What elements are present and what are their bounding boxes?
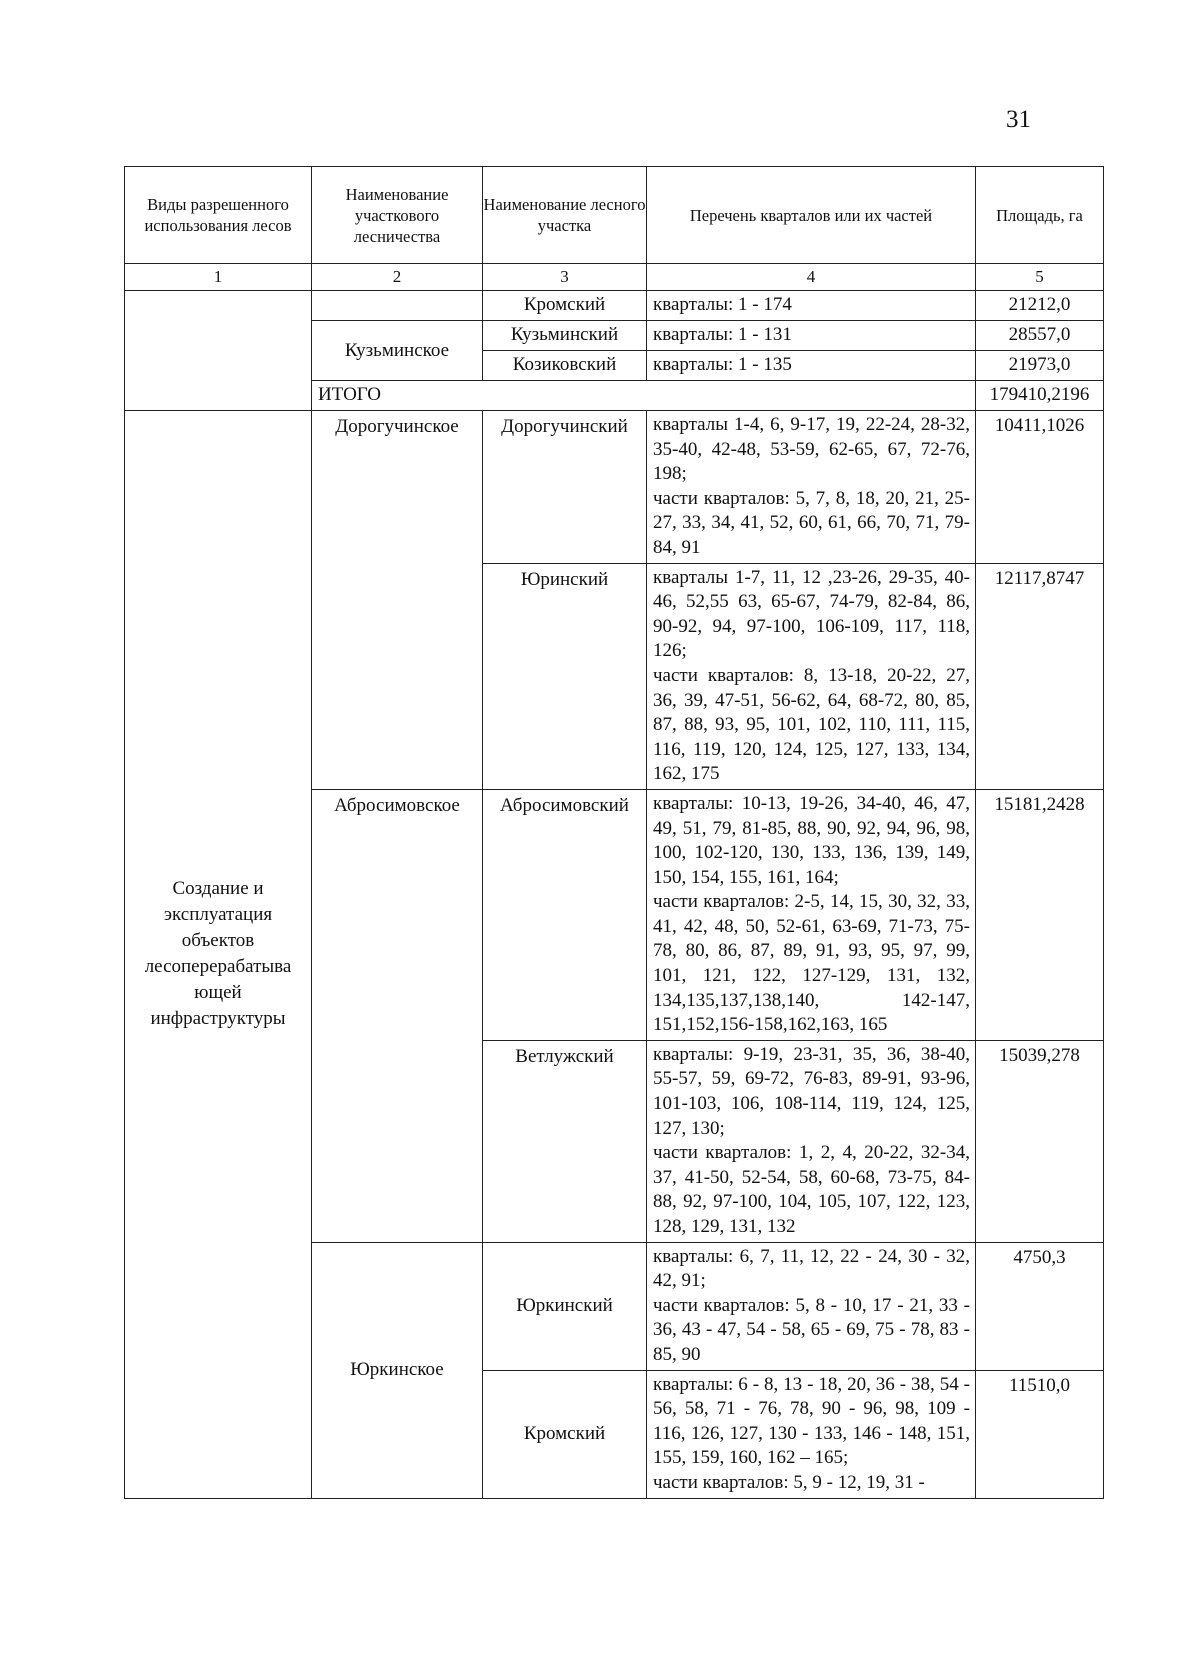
quarters-cell	[647, 1242, 976, 1370]
district-cell-empty	[312, 291, 483, 321]
table-header-row	[125, 167, 1104, 264]
column-number: 3	[483, 264, 647, 291]
quarters-cell	[647, 1040, 976, 1242]
forest-plot-cell: Кромский	[483, 291, 647, 321]
area-cell: 12117,8747	[976, 563, 1104, 789]
district-cell: Дорогучинское	[312, 411, 483, 790]
district-cell: Абросимовское	[312, 789, 483, 1242]
quarters-list: кварталы: 9-19, 23-31, 35, 36, 38-40, 55-57, 59, 69-72, 76-83, 89-91, 93-96, 101-103, 106, 108-114, 119, 124, 125, 127, 130;	[653, 1043, 970, 1139]
column-number: 1	[125, 264, 312, 291]
quarter-parts-list: части кварталов: 8, 13-18, 20-22, 27, 36, 39, 47-51, 56-62, 64, 68-72, 80, 85, 87, 88, 93, 95, 101, 102, 110, 111, 115, 116, 119, 120, 124, 125, 127, 133, 134, 162, 175	[653, 664, 970, 785]
column-number-row	[125, 264, 1104, 291]
area-cell: 21212,0	[976, 291, 1104, 321]
column-number: 5	[976, 264, 1104, 291]
quarters-list: кварталы: 6 - 8, 13 - 18, 20, 36 - 38, 54 - 56, 58, 71 - 76, 78, 90 - 96, 98, 109 - 116, 126, 127, 130 - 133, 146 - 148, 151, 155, 159, 160, 162 – 165;	[653, 1373, 970, 1469]
district-cell: Юркинское	[312, 1242, 483, 1498]
area-cell: 21973,0	[976, 351, 1104, 381]
quarters-cell	[647, 411, 976, 564]
page-number: 31	[1006, 106, 1031, 133]
quarter-parts-list: части кварталов: 2-5, 14, 15, 30, 32, 33, 41, 42, 48, 50, 52-61, 63-69, 71-73, 75-78, 80, 86, 87, 89, 91, 93, 95, 97, 99, 101, 121, 122, 127-129, 131, 132, 134,135,137,138,140, 142-147, 151,152,156-158,162,163, 165	[653, 891, 970, 1036]
quarters-list: кварталы: 10-13, 19-26, 34-40, 46, 47, 49, 51, 79, 81-85, 88, 90, 92, 94, 96, 98, 100, 102-120, 130, 133, 136, 139, 149, 150, 154, 155, 161, 164;	[653, 792, 970, 888]
quarters-cell	[647, 1370, 976, 1498]
table-row	[125, 291, 1104, 321]
total-area: 179410,2196	[976, 381, 1104, 411]
forest-plot-cell: Юркинский	[483, 1242, 647, 1370]
quarters-list: кварталы: 6, 7, 11, 12, 22 - 24, 30 - 32, 42, 91;	[653, 1245, 970, 1292]
header-district: Наименование участкового лесничества	[312, 167, 483, 264]
quarter-parts-list: части кварталов: 5, 7, 8, 18, 20, 21, 25-27, 33, 34, 41, 52, 60, 61, 66, 70, 71, 79-84, 91	[653, 487, 970, 558]
forest-plot-cell: Дорогучинский	[483, 411, 647, 564]
column-number: 2	[312, 264, 483, 291]
district-cell: Кузьминское	[312, 321, 483, 381]
area-cell: 15181,2428	[976, 789, 1104, 1040]
forest-plot-cell: Кромский	[483, 1370, 647, 1498]
column-number: 4	[647, 264, 976, 291]
area-cell: 28557,0	[976, 321, 1104, 351]
header-forest-plot: Наименование лесного участка	[483, 167, 647, 264]
forest-plot-cell: Ветлужский	[483, 1040, 647, 1242]
forest-plot-cell: Кузьминский	[483, 321, 647, 351]
forest-use-table	[124, 166, 1104, 1499]
forest-plot-cell: Юринский	[483, 563, 647, 789]
quarters-list: кварталы 1-7, 11, 12 ,23-26, 29-35, 40-46, 52,55 63, 65-67, 74-79, 82-84, 86, 90-92, 94, 97-100, 106-109, 117, 118, 126;	[653, 566, 970, 662]
use-type-cell-empty	[125, 291, 312, 411]
quarter-parts-list: части кварталов: 5, 9 - 12, 19, 31 -	[653, 1471, 925, 1493]
quarters-list: кварталы 1-4, 6, 9-17, 19, 22-24, 28-32, 35-40, 42-48, 53-59, 62-65, 67, 72-76, 198;	[653, 414, 970, 485]
quarters-cell: кварталы: 1 - 174	[647, 291, 976, 321]
quarter-parts-list: части кварталов: 1, 2, 4, 20-22, 32-34, 37, 41-50, 52-54, 58, 60-68, 73-75, 84-88, 92, 97-100, 104, 105, 107, 122, 123, 128, 129, 131, 132	[653, 1142, 970, 1237]
area-cell: 15039,278	[976, 1040, 1104, 1242]
area-cell: 10411,1026	[976, 411, 1104, 564]
forest-plot-cell: Козиковский	[483, 351, 647, 381]
quarters-cell: кварталы: 1 - 135	[647, 351, 976, 381]
area-cell: 11510,0	[976, 1370, 1104, 1498]
use-type-cell: Создание и эксплуатация объектов лесоперерабатыва ющей инфраструктуры	[125, 411, 312, 1499]
header-quarters: Перечень кварталов или их частей	[647, 167, 976, 264]
forest-plot-cell: Абросимовский	[483, 789, 647, 1040]
table-row	[125, 411, 1104, 564]
header-use-type: Виды разрешенного использования лесов	[125, 167, 312, 264]
quarters-cell	[647, 789, 976, 1040]
quarter-parts-list: части кварталов: 5, 8 - 10, 17 - 21, 33 - 36, 43 - 47, 54 - 58, 65 - 69, 75 - 78, 83 - 85, 90	[653, 1294, 970, 1365]
area-cell: 4750,3	[976, 1242, 1104, 1370]
header-area: Площадь, га	[976, 167, 1104, 264]
total-label: ИТОГО	[312, 381, 976, 411]
quarters-cell	[647, 563, 976, 789]
quarters-cell: кварталы: 1 - 131	[647, 321, 976, 351]
